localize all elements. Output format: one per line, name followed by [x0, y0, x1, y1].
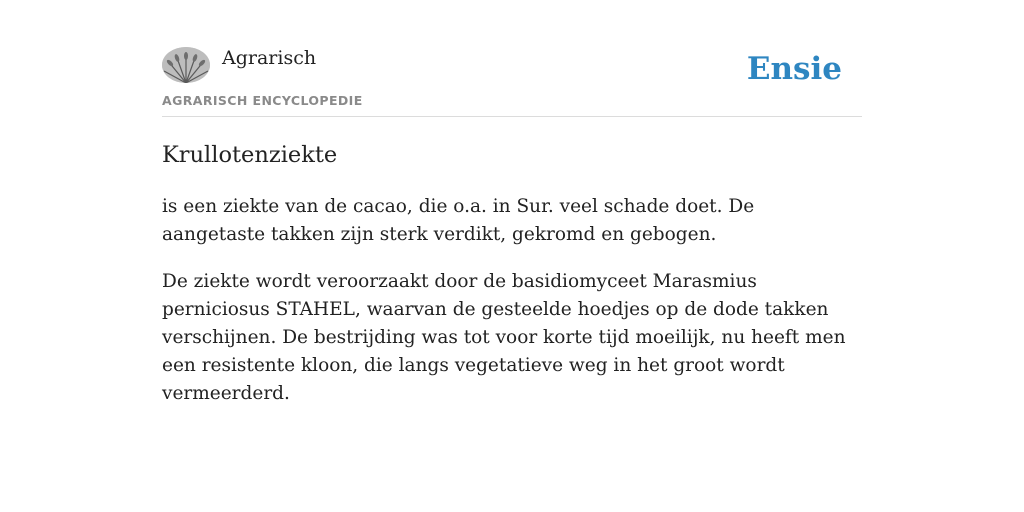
wheat-avatar-icon [162, 47, 210, 83]
encyclopedia-label[interactable]: AGRARISCH ENCYCLOPEDIE [162, 93, 363, 108]
article-paragraph: De ziekte wordt veroorzaakt door de basidiomyceet Marasmius perniciosus STAHEL, waarvan de gesteelde hoedjes op de dode takken verschijnen. De bestrijding was tot voor korte tijd moeilijk, nu heeft men een resistente kloon, die langs vegetatieve weg in het groot wordt vermeerderd. [162, 271, 846, 404]
category-title[interactable]: Agrarisch [222, 47, 317, 69]
article-body [162, 193, 862, 427]
category-avatar[interactable] [162, 47, 210, 83]
article-paragraph: is een ziekte van de cacao, die o.a. in Sur. veel schade doet. De aangetaste takken zijn sterk verdikt, gekromd en gebogen. [162, 196, 755, 245]
article-page [162, 0, 862, 404]
header [162, 0, 862, 117]
article-title: Krullotenziekte [162, 142, 338, 168]
ensie-logo-link[interactable]: Ensie [746, 51, 842, 87]
